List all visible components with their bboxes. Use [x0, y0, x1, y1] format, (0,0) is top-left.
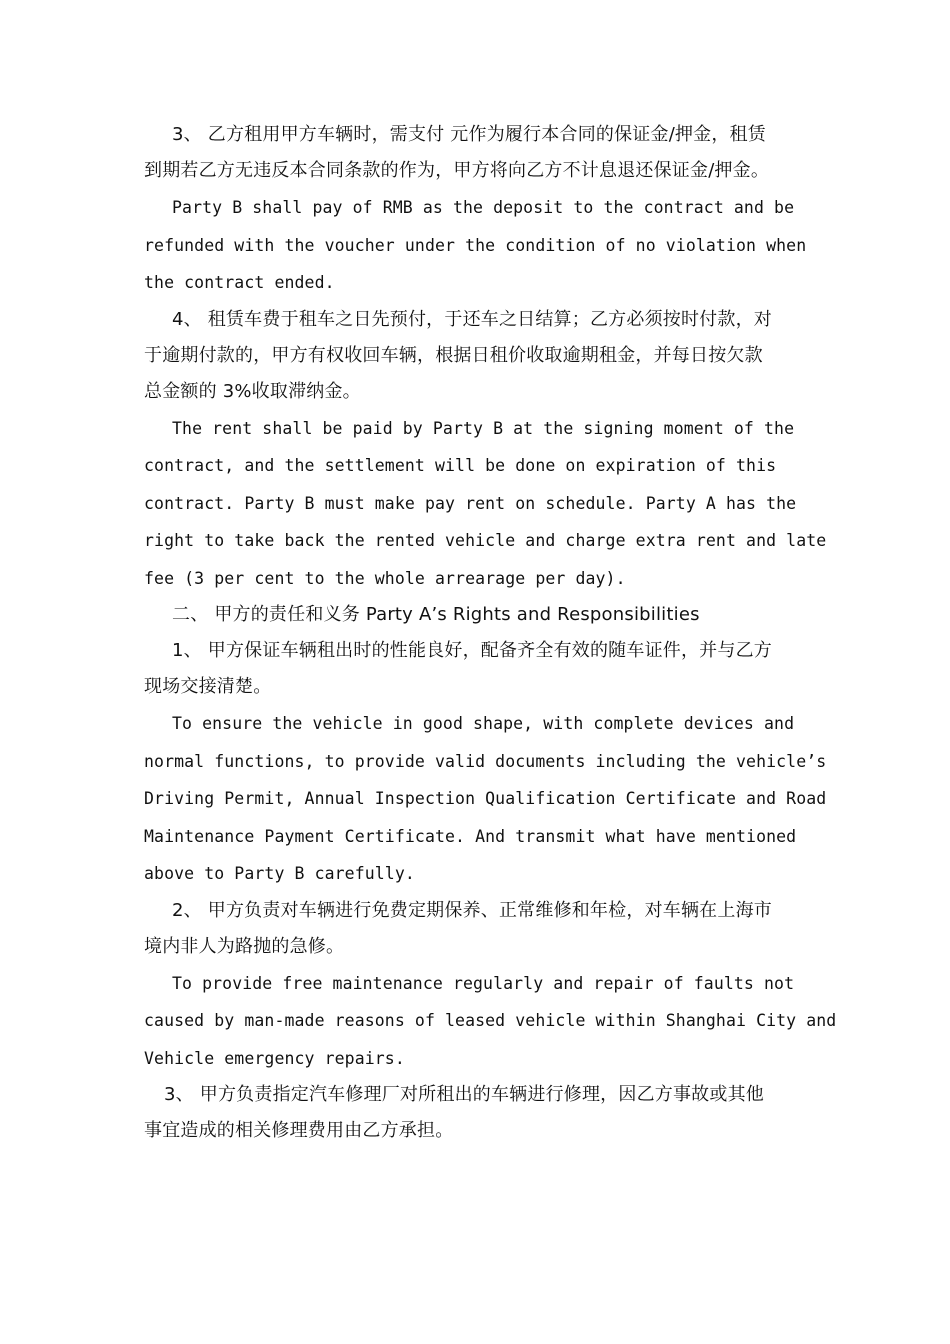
- text-line: 总金额的 3%收取滞纳金。: [144, 380, 361, 402]
- text-line: fee (3 per cent to the whole arrearage per day).: [144, 568, 626, 588]
- text-line: The rent shall be paid by Party B at the signing moment of the: [172, 418, 795, 438]
- text-line: Driving Permit, Annual Inspection Qualification Certificate and Road: [144, 789, 827, 808]
- duty-3-chinese: [144, 1077, 810, 1149]
- text-line: 境内非人为路抛的急修。: [144, 935, 345, 957]
- text-line: Party B shall pay of RMB as the deposit to the contract and be: [172, 198, 795, 217]
- document-body: [144, 117, 837, 1149]
- text-line: caused by man-made reasons of leased vehicle within Shanghai City and: [144, 1011, 837, 1030]
- text-line: the contract ended.: [144, 273, 335, 292]
- clause-3-chinese: [144, 117, 810, 189]
- text-line: contract, and the settlement will be done on expiration of this: [144, 456, 777, 475]
- duty-1-english: [144, 705, 827, 893]
- clause-3-english: [144, 189, 810, 302]
- text-line: 于逾期付款的，甲方有权收回车辆，根据日租价收取逾期租金，并每日按欠款: [144, 344, 763, 366]
- clause-4-chinese: [144, 302, 810, 410]
- text-line: 1、 甲方保证车辆租出时的性能良好，配备齐全有效的随车证件，并与乙方: [172, 640, 772, 661]
- text-line: 2、 甲方负责对车辆进行免费定期保养、正常维修和年检，对车辆在上海市: [172, 899, 772, 921]
- text-line: 3、 乙方租用甲方车辆时，需支付 元作为履行本合同的保证金/押金，租赁: [172, 124, 766, 145]
- text-line: normal functions, to provide valid documents including the vehicle’s: [144, 751, 827, 771]
- text-line: 4、 租赁车费于租车之日先预付，于还车之日结算；乙方必须按时付款，对: [172, 308, 772, 330]
- text-line: Vehicle emergency repairs.: [144, 1048, 405, 1068]
- text-line: refunded with the voucher under the condition of no violation when: [144, 235, 807, 255]
- duty-1-chinese: [144, 633, 810, 705]
- clause-4-english: [144, 410, 827, 598]
- text-line: right to take back the rented vehicle and charge extra rent and late: [144, 531, 827, 550]
- section-heading-party-a-rights: [144, 597, 810, 633]
- text-line: 现场交接清楚。: [144, 676, 272, 697]
- text-line: contract. Party B must make pay rent on schedule. Party A has the: [144, 493, 797, 513]
- text-line: 到期若乙方无违反本合同条款的作为，甲方将向乙方不计息退还保证金/押金。: [144, 160, 770, 181]
- text-line: 3、 甲方负责指定汽车修理厂对所租出的车辆进行修理，因乙方事故或其他: [164, 1084, 764, 1105]
- text-line: above to Party B carefully.: [144, 864, 415, 883]
- text-line: To provide free maintenance regularly and repair of faults not: [172, 973, 795, 993]
- section-heading-text: 二、 甲方的责任和义务 Party A’s Rights and Responsibilities: [172, 604, 700, 625]
- text-line: 事宜造成的相关修理费用由乙方承担。: [144, 1120, 454, 1141]
- text-line: To ensure the vehicle in good shape, with complete devices and: [172, 714, 795, 733]
- duty-2-chinese: [144, 893, 810, 965]
- duty-2-english: [144, 965, 837, 1078]
- text-line: Maintenance Payment Certificate. And transmit what have mentioned: [144, 826, 797, 846]
